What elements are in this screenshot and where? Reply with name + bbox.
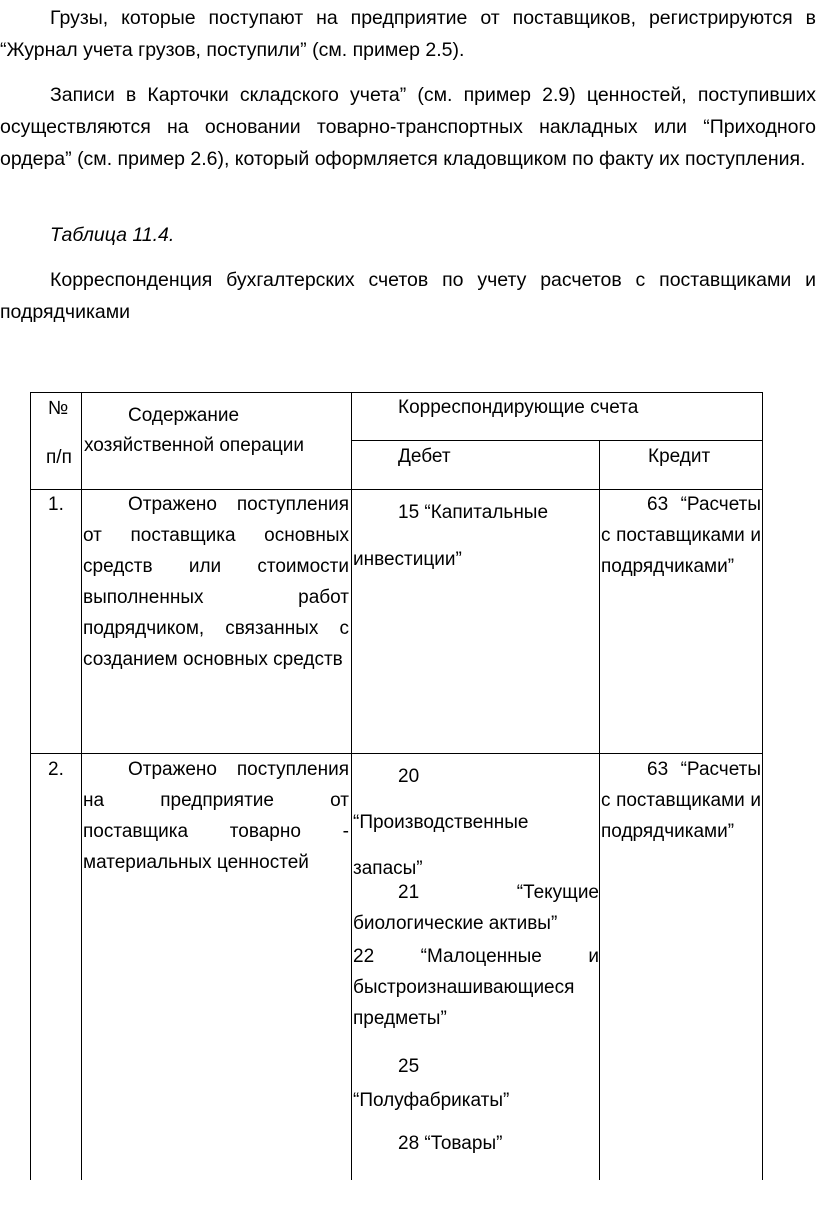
row-2-debit-item-1: 20 “Производственные запасы” (353, 766, 529, 879)
row-2-debit-item-4: 25 “Полуфабрикаты” (353, 1056, 510, 1111)
row-2-debit-item-5: 28 “Товары” (398, 1133, 503, 1154)
table-label: Таблица 11.4. (50, 224, 175, 246)
column-divider-2 (351, 392, 352, 1180)
header-corresponding-accounts: Корреспондирующие счета (398, 397, 639, 418)
table-top-border (30, 392, 762, 393)
paragraph-2: Записи в Карточки складского учета” (см. пример 2.9) ценностей, поступивших осуществляются на основании товарно-транспортных накладных или “Приходного ордера” (см. пример 2.6), который оформляется кладовщиком по факту их поступления. (0, 84, 816, 170)
row-2-credit: 63 “Расчеты с поставщиками и подрядчиками” (601, 759, 761, 842)
header-debit: Дебет (398, 446, 451, 467)
header-content-line2: хозяйственной операции (84, 435, 305, 456)
table-right-border (762, 392, 763, 1180)
row-1-credit: 63 “Расчеты с поставщиками и подрядчиками” (601, 494, 761, 577)
row-2-debit-item-3: 22 “Малоценные и быстроизнашивающиеся предметы” (353, 946, 599, 1029)
column-divider-1 (81, 392, 82, 1180)
header-number-suffix: п/п (46, 447, 72, 468)
table-left-border (30, 392, 31, 1180)
column-divider-3 (599, 440, 600, 1180)
row-2-debit-item-2: 21 “Текущие биологические активы” (353, 882, 599, 934)
row-2-number: 2. (48, 759, 64, 780)
row-2-content: Отражено поступления на предприятие от поставщика товарно - материальных ценностей (83, 759, 349, 873)
row-1-number: 1. (48, 494, 64, 515)
row-1-content: Отражено поступления от поставщика основных средств или стоимости выполненных работ подрядчиком, связанных с созданием основных средств (83, 494, 349, 670)
table-title: Корреспонденция бухгалтерских счетов по учету расчетов с поставщиками и подрядчиками (0, 269, 816, 323)
header-content-line1: Содержание (128, 405, 240, 426)
paragraph-1: Грузы, которые поступают на предприятие от поставщиков, регистрируются в “Журнал учета грузов, поступили” (см. пример 2.5). (0, 7, 816, 61)
row-1-debit: 15 “Капитальные инвестиции” (353, 502, 549, 570)
header-number-symbol: № (48, 398, 69, 419)
header-credit: Кредит (648, 446, 711, 467)
